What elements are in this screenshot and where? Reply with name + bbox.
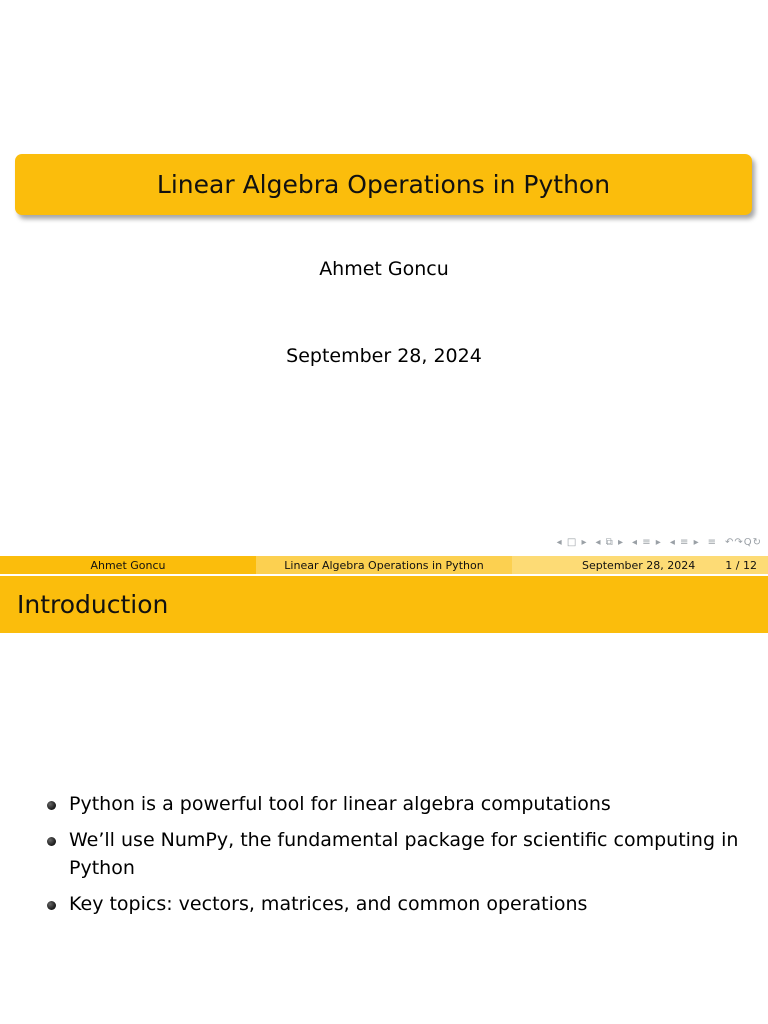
footer-date: September 28, 2024: [582, 558, 696, 572]
nav-appendix-icon[interactable]: ≡: [707, 537, 717, 548]
footer-author: Ahmet Goncu: [90, 558, 166, 572]
frame-title: Introduction: [17, 590, 169, 619]
presentation-title: Linear Algebra Operations in Python: [156, 170, 611, 199]
footer-author-segment: [0, 556, 256, 574]
nav-section-icon[interactable]: ◂ ≡ ▸: [632, 537, 662, 548]
frame-title-bar: [0, 576, 768, 633]
bullet-icon: [47, 801, 56, 810]
list-item: [45, 790, 745, 818]
beamer-navigation: [557, 537, 762, 548]
footer-page-number: 1 / 12: [725, 558, 757, 572]
title-block: [15, 154, 752, 215]
list-item: [45, 826, 745, 882]
bullet-list: [45, 790, 745, 926]
bullet-text: Key topics: vectors, matrices, and common operations: [69, 893, 588, 915]
nav-frame-icon[interactable]: ◂ □ ▸: [556, 537, 588, 548]
nav-subsection-icon[interactable]: ◂ ⧉ ▸: [595, 537, 625, 548]
presentation-date: September 28, 2024: [286, 345, 482, 367]
author-name: Ahmet Goncu: [319, 258, 449, 280]
nav-search-icon[interactable]: ↶↷Q↻: [724, 537, 762, 548]
footer-title: Linear Algebra Operations in Python: [284, 558, 484, 572]
footer-date-segment: [512, 556, 768, 574]
bullet-text: Python is a powerful tool for linear algebra computations: [69, 793, 611, 815]
bullet-icon: [47, 837, 56, 846]
bullet-text: We’ll use NumPy, the fundamental package for scientific computing in Python: [69, 829, 739, 879]
list-item: [45, 890, 745, 918]
bullet-icon: [47, 901, 56, 910]
nav-document-icon[interactable]: ◂ ≡ ▸: [669, 537, 700, 548]
footer-title-segment: [256, 556, 512, 574]
footline: [0, 556, 768, 574]
